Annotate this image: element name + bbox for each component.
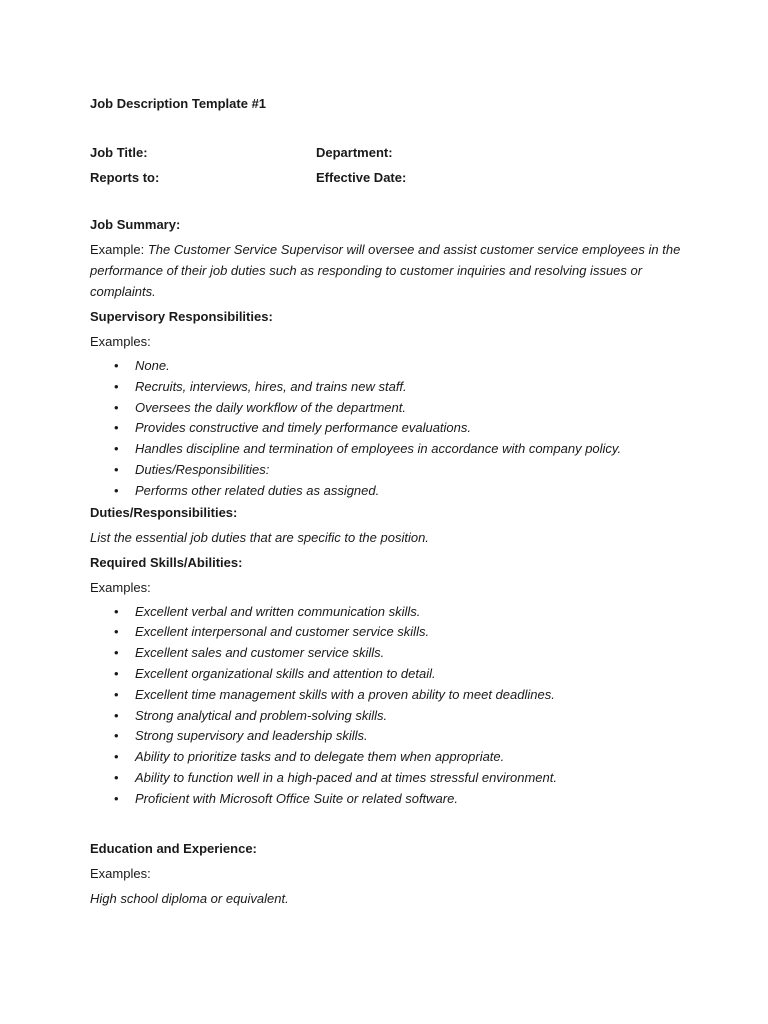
department-label: Department: xyxy=(316,145,393,160)
list-item-text: Excellent time management skills with a proven ability to meet deadlines. xyxy=(135,686,555,702)
list-item xyxy=(90,768,690,789)
reports-to-label: Reports to: xyxy=(90,170,160,185)
list-item-text: Duties/Responsibilities: xyxy=(135,461,270,477)
list-item-text: Ability to prioritize tasks and to delegate them when appropriate. xyxy=(135,749,505,765)
job-summary-text: The Customer Service Supervisor will oversee and assist customer service employees in the performance of their job duties such as responding to customer inquiries and resolving issues or complaints. xyxy=(90,242,681,299)
list-item-text: Handles discipline and termination of employees in accordance with company policy. xyxy=(135,441,622,457)
list-item xyxy=(90,356,690,377)
bullet-icon: • xyxy=(114,686,119,702)
list-item xyxy=(90,460,690,481)
list-item-text: Strong analytical and problem-solving skills. xyxy=(135,707,388,723)
supervisory-examples-label: Examples: xyxy=(90,334,151,349)
job-summary-heading: Job Summary: xyxy=(90,217,181,232)
list-item-text: Proficient with Microsoft Office Suite or related software. xyxy=(135,790,458,806)
bullet-icon: • xyxy=(114,665,119,681)
bullet-icon: • xyxy=(114,624,119,640)
job-title-label: Job Title: xyxy=(90,145,148,160)
job-summary-prefix: Example: xyxy=(90,242,148,257)
document-title: Job Description Template #1 xyxy=(90,96,267,111)
list-item xyxy=(90,706,690,727)
list-item-text: Provides constructive and timely performance evaluations. xyxy=(135,420,471,436)
effective-date-label: Effective Date: xyxy=(316,170,407,185)
list-item xyxy=(90,747,690,768)
list-item-text: Ability to function well in a high-paced and at times stressful environment. xyxy=(135,769,557,785)
bullet-icon: • xyxy=(114,728,119,744)
list-item xyxy=(90,481,690,502)
education-text: High school diploma or equivalent. xyxy=(90,890,289,906)
bullet-icon: • xyxy=(114,482,119,498)
bullet-icon: • xyxy=(114,707,119,723)
list-item-text: Excellent verbal and written communication skills. xyxy=(135,603,421,619)
list-item xyxy=(90,622,690,643)
list-item xyxy=(90,664,690,685)
job-summary-paragraph xyxy=(90,239,690,302)
supervisory-heading: Supervisory Responsibilities: xyxy=(90,309,273,324)
bullet-icon: • xyxy=(114,399,119,415)
list-item-text: None. xyxy=(135,358,170,373)
list-item xyxy=(90,602,690,623)
skills-list xyxy=(90,602,690,810)
field-row-1 xyxy=(90,142,690,167)
supervisory-list xyxy=(90,356,690,502)
list-item-text: Recruits, interviews, hires, and trains new staff. xyxy=(135,378,407,394)
skills-examples-label: Examples: xyxy=(90,579,151,595)
list-item xyxy=(90,398,690,419)
list-item xyxy=(90,418,690,439)
bullet-icon: • xyxy=(114,645,119,661)
list-item xyxy=(90,643,690,664)
list-item-text: Performs other related duties as assigned. xyxy=(135,482,380,498)
duties-heading: Duties/Responsibilities: xyxy=(90,504,238,520)
list-item xyxy=(90,377,690,398)
bullet-icon: • xyxy=(114,790,119,806)
bullet-icon: • xyxy=(114,378,119,394)
education-heading: Education and Experience: xyxy=(90,840,257,856)
skills-heading: Required Skills/Abilities: xyxy=(90,554,243,570)
bullet-icon: • xyxy=(114,461,119,477)
list-item xyxy=(90,685,690,706)
document-page xyxy=(90,93,690,909)
education-examples-label: Examples: xyxy=(90,865,151,881)
bullet-icon: • xyxy=(114,358,119,373)
field-row-2 xyxy=(90,167,690,192)
list-item-text: Excellent organizational skills and attention to detail. xyxy=(135,665,436,681)
list-item-text: Strong supervisory and leadership skills. xyxy=(135,728,368,744)
list-item xyxy=(90,439,690,460)
list-item-text: Excellent interpersonal and customer service skills. xyxy=(135,624,430,640)
bullet-icon: • xyxy=(114,769,119,785)
bullet-icon: • xyxy=(114,603,119,619)
list-item xyxy=(90,789,690,810)
list-item xyxy=(90,726,690,747)
duties-text: List the essential job duties that are specific to the position. xyxy=(90,529,429,545)
bullet-icon: • xyxy=(114,441,119,457)
list-item-text: Oversees the daily workflow of the department. xyxy=(135,399,406,415)
list-item-text: Excellent sales and customer service skills. xyxy=(135,645,385,661)
bullet-icon: • xyxy=(114,420,119,436)
bullet-icon: • xyxy=(114,749,119,765)
